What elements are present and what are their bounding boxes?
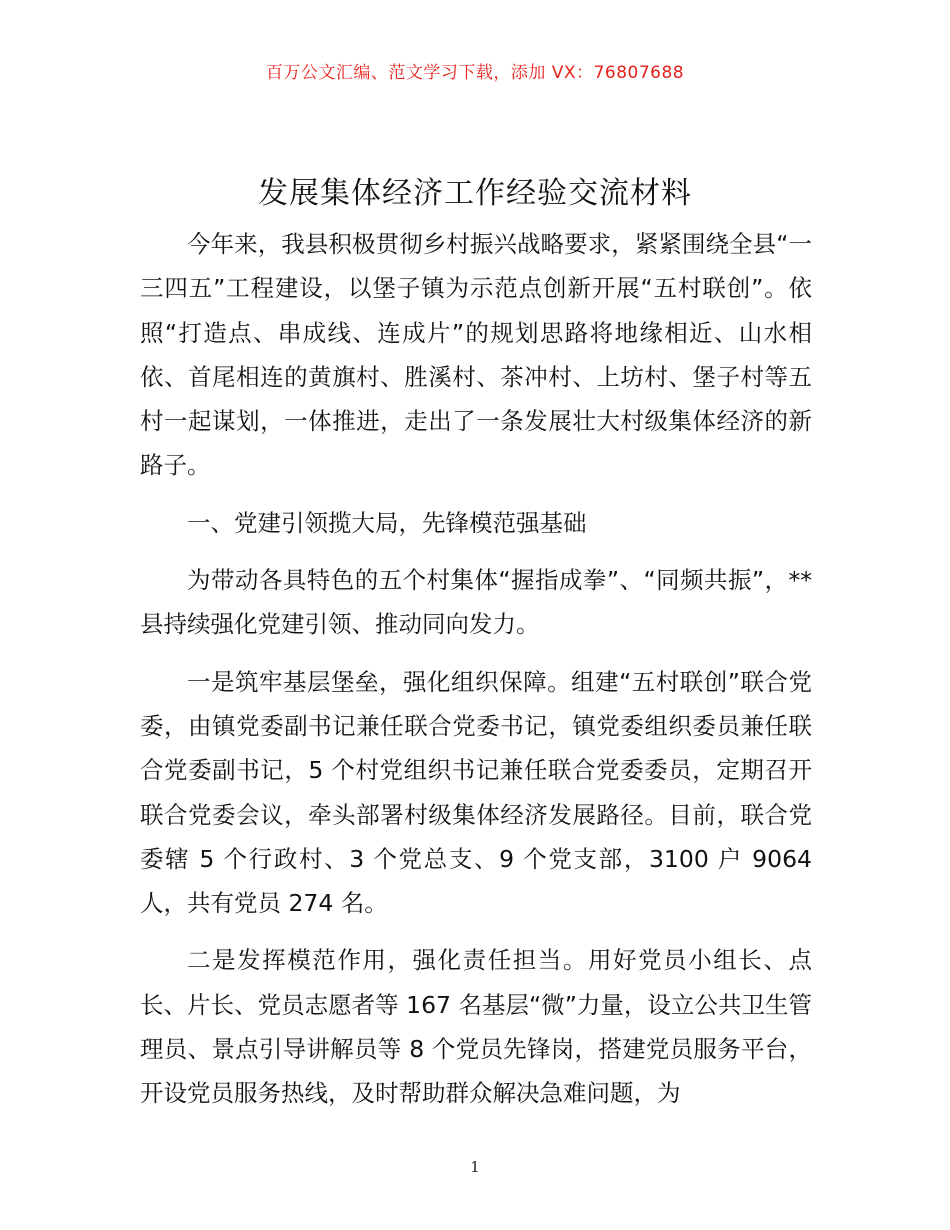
- paragraph-point-1: 一是筑牢基层堡垒，强化组织保障。组建“五村联创”联合党委，由镇党委副书记兼任联合党委书记，镇党委组织委员兼任联合党委副书记，5 个村党组织书记兼任联合党委委员，定期召开联合党委会议，牵头部署村级集体经济发展路径。目前，联合党委辖 5 个行政村、3 个党总支、9 个党支部，3100 户 9064 人，共有党员 274 名。: [140, 667, 812, 918]
- paragraph-intro: 今年来，我县积极贯彻乡村振兴战略要求，紧紧围绕全县“一三四五”工程建设，以堡子镇为示范点创新开展“五村联创”。依照“打造点、串成线、连成片”的规划思路将地缘相近、山水相依、首尾相连的黄旗村、胜溪村、茶冲村、上坊村、堡子村等五村一起谋划，一体推进，走出了一条发展壮大村级集体经济的新路子。: [140, 230, 812, 480]
- header-banner: 百万公文汇编、范文学习下载，添加 VX：76807688: [265, 63, 685, 83]
- document-title: 发展集体经济工作经验交流材料: [258, 176, 692, 211]
- page-number: 1: [470, 1158, 480, 1176]
- section-heading-1: 一、党建引领揽大局，先锋模范强基础: [187, 508, 587, 537]
- document-body: [140, 222, 812, 1129]
- paragraph-section-1-intro: 为带动各具特色的五个村集体“握指成拳”、“同频共振”，**县持续强化党建引领、推动同向发力。: [140, 566, 812, 639]
- paragraph-point-2: 二是发挥模范作用，强化责任担当。用好党员小组长、点长、片长、党员志愿者等 167 名基层“微”力量，设立公共卫生管理员、景点引导讲解员等 8 个党员先锋岗，搭建党员服务平台，开设党员服务热线，及时帮助群众解决急难问题，为: [140, 946, 812, 1108]
